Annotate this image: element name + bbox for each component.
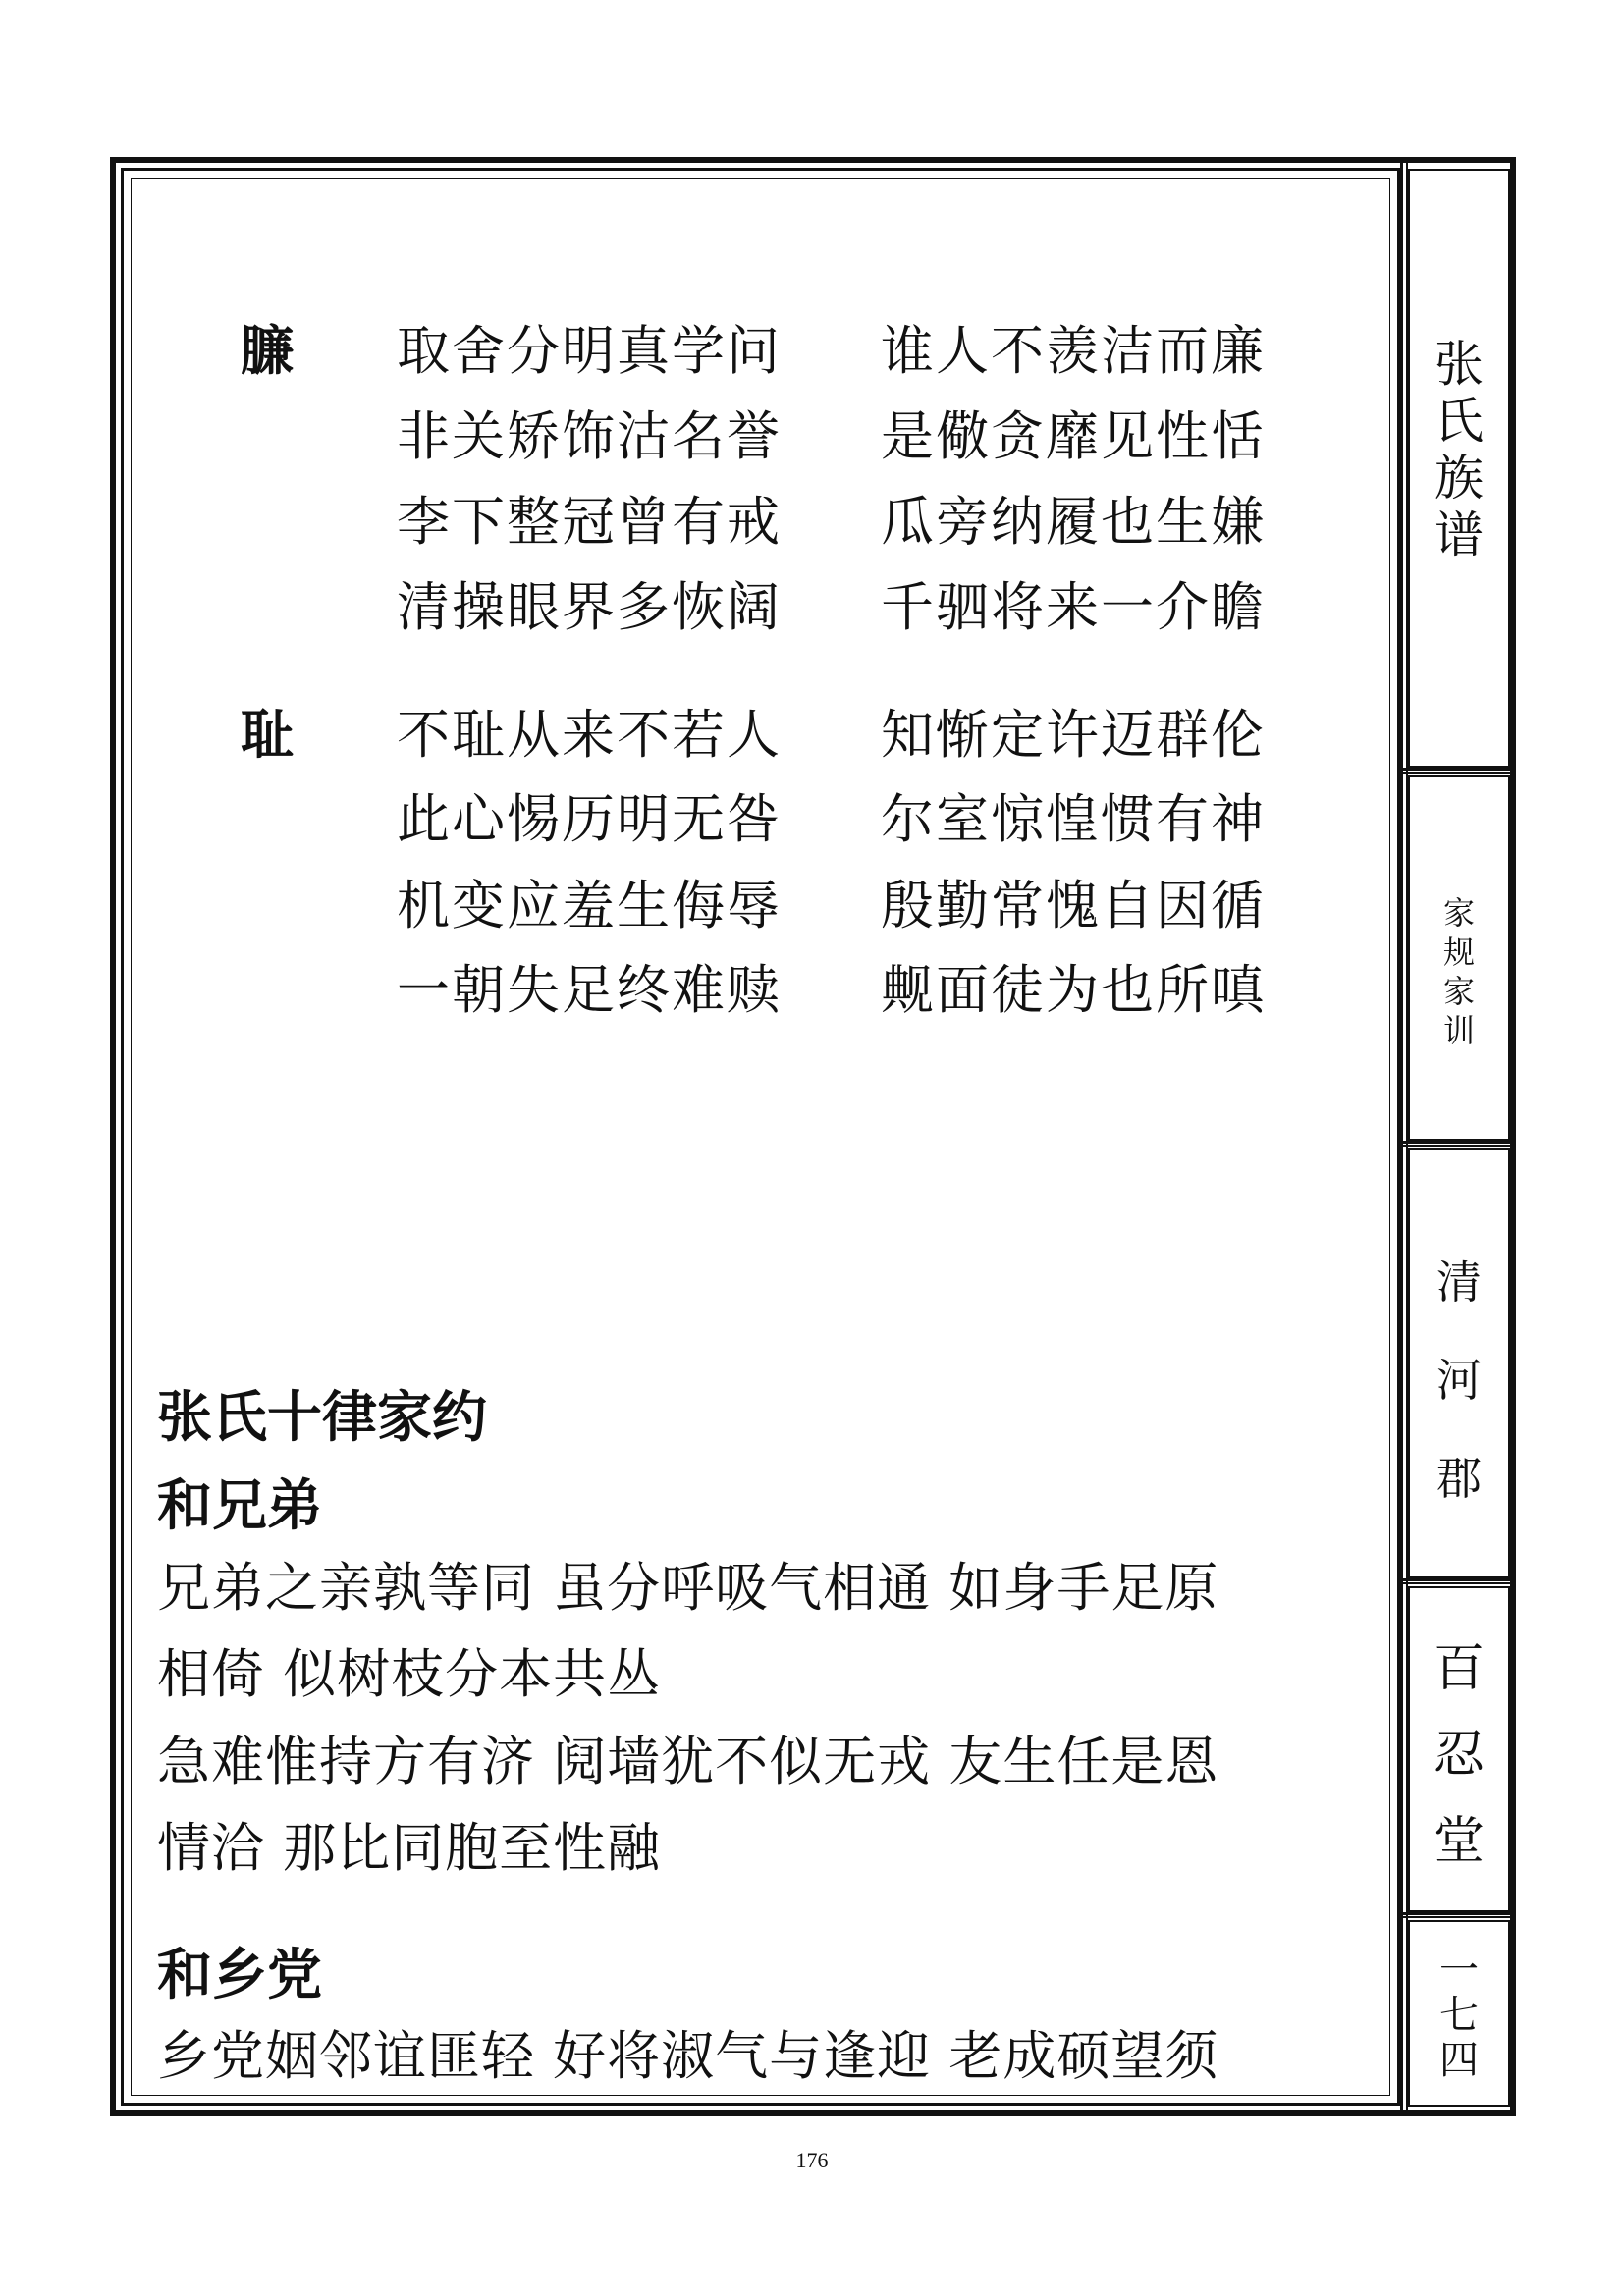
section-title: 和兄弟 [157, 1474, 322, 1538]
branch-char: 河 [1436, 1354, 1482, 1407]
poem-line: 机变应羞生侮辱 [397, 875, 782, 936]
poem-line: 一朝失足终难赎 [397, 959, 782, 1021]
poem-line: 取舍分明真学问 [397, 320, 782, 382]
poem-line: 是儆贪靡见性恬 [881, 405, 1266, 467]
paragraph-line: 急难惟持方有济 阋墙犹不似无戎 友生任是恩 [157, 1731, 1219, 1792]
section-char: 训 [1442, 1012, 1475, 1049]
poem-line: 不耻从来不若人 [397, 704, 782, 766]
poem-line: 此心惕历明无咎 [397, 788, 782, 850]
book-title-char: 族 [1435, 450, 1484, 507]
poem-line: 知惭定许迈群伦 [881, 704, 1266, 766]
column-divider [1400, 163, 1408, 2110]
sidebar-section [1410, 893, 1508, 1050]
paragraph-line: 相倚 似树枝分本共丛 [157, 1643, 662, 1705]
poem-line: 瓜旁纳履也生嫌 [881, 491, 1266, 553]
paragraph-line: 乡党姻邻谊匪轻 好将淑气与逢迎 老成硕望须 [157, 2025, 1219, 2087]
folio-char: 七 [1439, 1993, 1479, 2038]
sidebar-separator [1402, 1912, 1510, 1918]
page-number: 176 [795, 2148, 829, 2172]
sidebar-section-panel [1408, 775, 1510, 1141]
branch-char: 郡 [1436, 1452, 1482, 1505]
paragraph-line: 兄弟之亲孰等同 虽分呼吸气相通 如身手足原 [157, 1557, 1219, 1619]
sidebar-separator [1402, 1578, 1510, 1584]
sidebar-separator [1402, 1141, 1510, 1147]
poem-line: 李下整冠曾有戒 [397, 491, 782, 553]
poem-line: 清操眼界多恢阔 [397, 576, 782, 638]
sidebar-separator [1402, 768, 1510, 774]
folio-char: 一 [1439, 1948, 1479, 1993]
section-title: 和乡党 [157, 1944, 322, 2007]
sidebar-branch-panel [1408, 1148, 1510, 1578]
sidebar-hall-panel [1408, 1586, 1510, 1912]
book-title-char: 谱 [1435, 507, 1484, 563]
hall-char: 忍 [1433, 1726, 1485, 1785]
section-char: 规 [1442, 934, 1475, 971]
sidebar-hall [1410, 1626, 1508, 1885]
book-title-char: 氏 [1435, 393, 1484, 450]
poem-heading: 耻 [241, 704, 294, 766]
hall-char: 百 [1433, 1639, 1485, 1698]
paragraph-line: 情洽 那比同胞至性融 [157, 1817, 662, 1879]
hall-char: 堂 [1433, 1812, 1485, 1871]
sidebar-book-title [1410, 336, 1508, 563]
folio-char: 四 [1439, 2038, 1479, 2083]
sidebar-branch [1410, 1233, 1508, 1527]
section-char: 家 [1442, 894, 1475, 932]
sidebar-book-title-panel [1408, 169, 1510, 768]
section-char: 家 [1442, 973, 1475, 1010]
poem-line: 非关矫饰沽名誉 [397, 405, 782, 467]
main-title: 张氏十律家约 [157, 1386, 487, 1450]
poem-line: 觍面徒为也所嗔 [881, 959, 1266, 1021]
sidebar-folio-panel [1408, 1920, 1510, 2107]
book-title-char: 张 [1435, 336, 1484, 393]
poem-line: 谁人不羡洁而廉 [881, 320, 1266, 382]
poem-line: 千驷将来一介瞻 [881, 576, 1266, 638]
poem-line: 尔室惊惶惯有神 [881, 788, 1266, 850]
branch-char: 清 [1436, 1255, 1482, 1308]
poem-heading: 臁 [241, 320, 294, 382]
sidebar-folio [1410, 1948, 1508, 2083]
poem-line: 殷勤常愧自因循 [881, 875, 1266, 936]
